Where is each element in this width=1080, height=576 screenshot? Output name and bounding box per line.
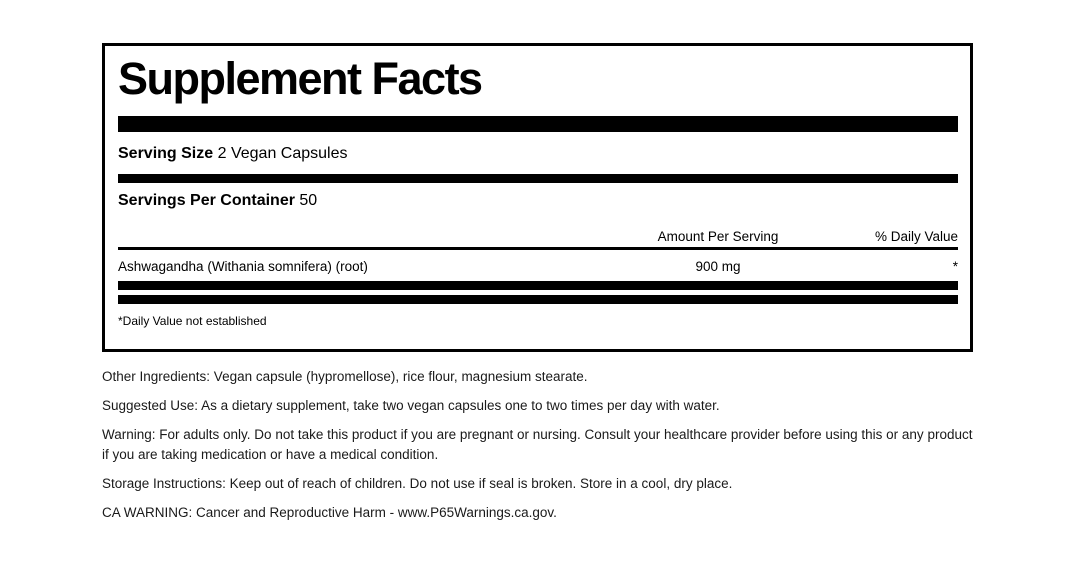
warning-paragraph: Warning: For adults only. Do not take this product if you are pregnant or nursing. Consult your healthcare provider before using this or any product if you are taking medication or have a medical condition. (102, 427, 973, 462)
storage-instructions-paragraph: Storage Instructions: Keep out of reach of children. Do not use if seal is broken. Store in a cool, dry place. (102, 476, 733, 491)
serving-size-line (118, 144, 958, 164)
table-header-row (118, 229, 958, 245)
ingredient-name: Ashwagandha (Withania somnifera) (root) (118, 259, 368, 274)
column-header-amount-per-serving: Amount Per Serving (657, 229, 779, 244)
servings-per-container-label: Servings Per Container (118, 192, 295, 209)
divider-bar-bottom-2 (118, 295, 958, 304)
other-ingredients-paragraph: Other Ingredients: Vegan capsule (hypromellose), rice flour, magnesium stearate. (102, 369, 588, 384)
divider-thick-bar-top (118, 116, 958, 132)
daily-value-footnote: *Daily Value not established (118, 314, 267, 328)
servings-per-container-line (118, 191, 958, 211)
ingredient-daily-value: * (952, 259, 958, 274)
label-details-text (102, 367, 974, 532)
supplement-facts-panel (102, 43, 973, 352)
panel-title: Supplement Facts (118, 53, 482, 104)
column-header-daily-value: % Daily Value (874, 229, 958, 244)
ingredient-amount: 900 mg (695, 259, 741, 274)
serving-size-value: 2 Vegan Capsules (217, 145, 348, 162)
suggested-use-paragraph: Suggested Use: As a dietary supplement, take two vegan capsules one to two times per day with water. (102, 398, 720, 413)
table-row (118, 250, 958, 281)
servings-per-container-value: 50 (299, 192, 318, 209)
ca-warning-paragraph: CA WARNING: Cancer and Reproductive Harm - www.P65Warnings.ca.gov. (102, 505, 557, 520)
serving-size-label: Serving Size (118, 145, 214, 162)
divider-bar-bottom-1 (118, 281, 958, 290)
divider-bar-after-serving-size (118, 174, 958, 183)
